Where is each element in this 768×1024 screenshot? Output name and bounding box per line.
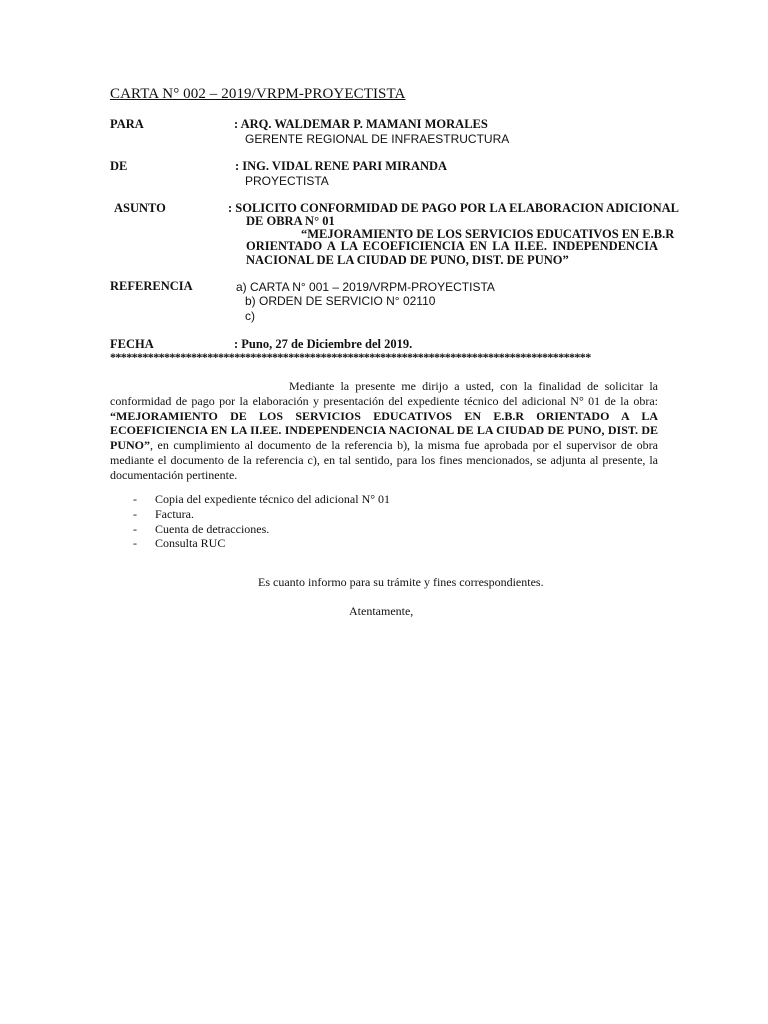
- body-text-rest: , en cumplimiento al documento de la referencia b), la misma fue aprobada por el supervisor de obra mediante el documento de la referencia c), en tal sentido, para los fines mencionados, se adjunta al presente, la documentación pertinente.: [110, 438, 658, 482]
- referencia-b: b) ORDEN DE SERVICIO N° 02110: [245, 294, 436, 308]
- body-project-name: “MEJORAMIENTO DE LOS SERVICIOS EDUCATIVOS EN E.B.R ORIENTADO A LA ECOEFICIENCIA EN LA II.EE. INDEPENDENCIA NACIONAL DE LA CIUDAD DE PUNO, DIST. DE PUNO”: [110, 408, 658, 453]
- list-item: [133, 492, 390, 507]
- attachment-text: Factura.: [155, 506, 194, 521]
- body-paragraph: [110, 379, 658, 483]
- attachments-list: [133, 492, 390, 551]
- closing-line: Es cuanto informo para su trámite y fines correspondientes.: [258, 575, 544, 589]
- list-bullet: -: [133, 492, 137, 506]
- referencia-label: REFERENCIA: [110, 279, 193, 293]
- asunto-line-1: : SOLICITO CONFORMIDAD DE PAGO POR LA ELABORACION ADICIONAL: [228, 201, 679, 215]
- separator-line: *****************************************************************************************: [110, 350, 591, 362]
- asunto-label: ASUNTO: [114, 201, 166, 215]
- letter-body: [110, 379, 658, 483]
- asunto-line-5: NACIONAL DE LA CIUDAD DE PUNO, DIST. DE PUNO”: [246, 253, 569, 267]
- list-item: [133, 522, 390, 537]
- asunto-line-3: “MEJORAMIENTO DE LOS SERVICIOS EDUCATIVOS EN E.B.R: [301, 227, 675, 241]
- asunto-line-2: DE OBRA N° 01: [246, 214, 335, 228]
- de-label: DE: [110, 159, 128, 173]
- attachment-text: Cuenta de detracciones.: [155, 521, 270, 536]
- para-recipient-role: GERENTE REGIONAL DE INFRAESTRUCTURA: [245, 132, 510, 146]
- signoff: Atentamente,: [349, 604, 414, 618]
- de-sender-name: : ING. VIDAL RENE PARI MIRANDA: [235, 159, 448, 173]
- body-text-intro: Mediante la presente me dirijo a usted, con la finalidad de solicitar la conformidad de pago por la elaboración y presentación del expediente técnico del adicional N° 01 de la obra:: [110, 379, 658, 408]
- fecha-value: : Puno, 27 de Diciembre del 2019.: [234, 337, 413, 351]
- attachment-text: Copia del expediente técnico del adicional N° 01: [155, 492, 391, 506]
- list-item: [133, 507, 390, 522]
- fecha-label: FECHA: [110, 337, 154, 351]
- asunto-line-4: ORIENTADO A LA ECOEFICIENCIA EN LA II.EE. INDEPENDENCIA: [246, 239, 658, 253]
- list-bullet: -: [133, 521, 137, 536]
- letter-title: CARTA N° 002 – 2019/VRPM-PROYECTISTA: [110, 86, 406, 102]
- de-sender-role: PROYECTISTA: [245, 174, 329, 188]
- list-bullet: -: [133, 506, 137, 521]
- list-item: [133, 536, 390, 551]
- list-bullet: -: [133, 536, 137, 551]
- attachment-text: Consulta RUC: [155, 536, 226, 551]
- para-recipient-name: : ARQ. WALDEMAR P. MAMANI MORALES: [234, 117, 488, 131]
- para-label: PARA: [110, 117, 144, 131]
- referencia-c: c): [245, 309, 255, 323]
- referencia-a: a) CARTA N° 001 – 2019/VRPM-PROYECTISTA: [236, 280, 495, 294]
